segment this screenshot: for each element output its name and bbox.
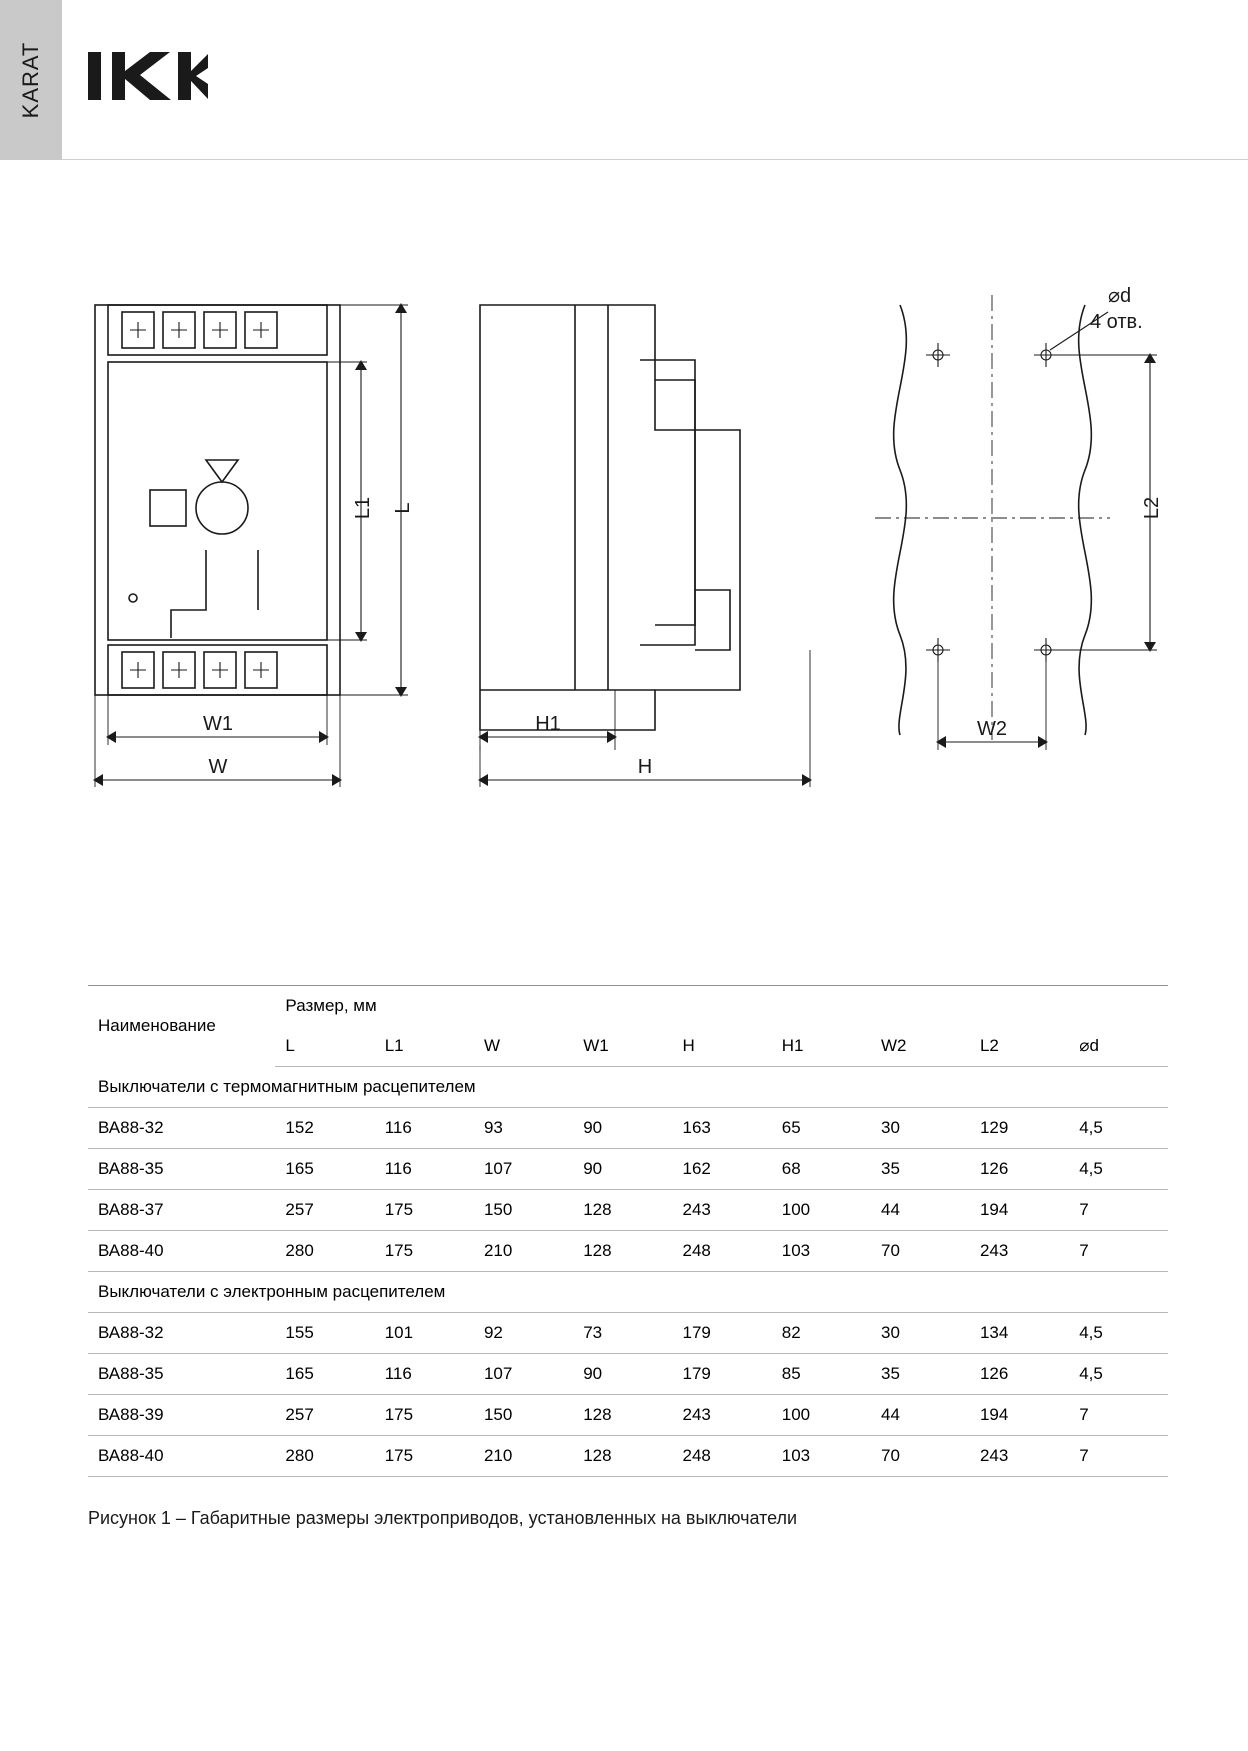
- cell-W: 150: [474, 1190, 573, 1231]
- column-header-L2: L2: [970, 1026, 1069, 1067]
- dim-label-L1: L1: [352, 496, 374, 520]
- cell-L2: 134: [970, 1313, 1069, 1354]
- column-header-L: L: [275, 1026, 374, 1067]
- cell-W1: 73: [573, 1313, 672, 1354]
- dimensions-table: [88, 985, 1168, 1477]
- cell-L1: 175: [375, 1395, 474, 1436]
- cell-L2: 194: [970, 1395, 1069, 1436]
- cell-W1: 128: [573, 1395, 672, 1436]
- row-name: ВА88-35: [88, 1354, 275, 1395]
- row-name: ВА88-32: [88, 1108, 275, 1149]
- table-group-header: [88, 1272, 1168, 1313]
- cell-L: 280: [275, 1436, 374, 1477]
- cell-L: 165: [275, 1149, 374, 1190]
- cell-W: 107: [474, 1354, 573, 1395]
- cell-W2: 30: [871, 1108, 970, 1149]
- header-cell-name: Наименование: [88, 986, 275, 1067]
- row-name: ВА88-37: [88, 1190, 275, 1231]
- cell-H: 179: [672, 1313, 771, 1354]
- column-header-H1: H1: [772, 1026, 871, 1067]
- cell-L2: 194: [970, 1190, 1069, 1231]
- table-row: [88, 1313, 1168, 1354]
- cell-W1: 128: [573, 1436, 672, 1477]
- cell-H: 179: [672, 1354, 771, 1395]
- page-header: [0, 0, 1248, 160]
- cell-W1: 90: [573, 1149, 672, 1190]
- cell-d: 7: [1069, 1436, 1168, 1477]
- dim-label-H: H: [637, 756, 653, 778]
- dim-label-L2: L2: [1141, 496, 1163, 520]
- cell-d: 4,5: [1069, 1149, 1168, 1190]
- cell-L: 155: [275, 1313, 374, 1354]
- cell-W2: 35: [871, 1354, 970, 1395]
- cell-H1: 82: [772, 1313, 871, 1354]
- cell-d: 4,5: [1069, 1313, 1168, 1354]
- group-label-thermomagnetic: Выключатели с термомагнитным расцепителем: [88, 1067, 1168, 1108]
- cell-d: 7: [1069, 1231, 1168, 1272]
- dim-label-H1: H1: [535, 713, 561, 735]
- cell-H1: 103: [772, 1231, 871, 1272]
- cell-L: 257: [275, 1190, 374, 1231]
- dim-label-W: W: [208, 756, 228, 778]
- brand-tab-label: KARAT: [18, 41, 43, 119]
- cell-H1: 100: [772, 1395, 871, 1436]
- cell-L1: 116: [375, 1354, 474, 1395]
- cell-H1: 65: [772, 1108, 871, 1149]
- column-header-W2: W2: [871, 1026, 970, 1067]
- cell-H: 243: [672, 1190, 771, 1231]
- cell-d: 4,5: [1069, 1108, 1168, 1149]
- cell-W: 150: [474, 1395, 573, 1436]
- dim-label-W2: W2: [977, 718, 1007, 740]
- dim-label-holes: 4 отв.: [1090, 311, 1143, 333]
- row-name: ВА88-32: [88, 1313, 275, 1354]
- cell-H1: 68: [772, 1149, 871, 1190]
- cell-L: 152: [275, 1108, 374, 1149]
- table-row: [88, 1395, 1168, 1436]
- cell-H: 162: [672, 1149, 771, 1190]
- cell-L2: 126: [970, 1149, 1069, 1190]
- group-label-electronic: Выключатели с электронным расцепителем: [88, 1272, 1168, 1313]
- cell-L1: 175: [375, 1190, 474, 1231]
- cell-W1: 90: [573, 1108, 672, 1149]
- cell-H1: 103: [772, 1436, 871, 1477]
- dim-label-W1: W1: [203, 713, 233, 735]
- row-name: ВА88-40: [88, 1436, 275, 1477]
- cell-L1: 175: [375, 1436, 474, 1477]
- row-name: ВА88-40: [88, 1231, 275, 1272]
- cell-H: 163: [672, 1108, 771, 1149]
- column-header-H: H: [672, 1026, 771, 1067]
- cell-W2: 70: [871, 1231, 970, 1272]
- cell-W2: 44: [871, 1395, 970, 1436]
- column-header-W1: W1: [573, 1026, 672, 1067]
- cell-H: 243: [672, 1395, 771, 1436]
- cell-H: 248: [672, 1231, 771, 1272]
- header-cell-size: Размер, мм: [275, 986, 1168, 1027]
- cell-L: 280: [275, 1231, 374, 1272]
- cell-L: 165: [275, 1354, 374, 1395]
- iek-logo: [88, 48, 208, 104]
- cell-H1: 100: [772, 1190, 871, 1231]
- cell-W: 107: [474, 1149, 573, 1190]
- table-group-header: [88, 1067, 1168, 1108]
- table-row: [88, 1149, 1168, 1190]
- cell-W2: 44: [871, 1190, 970, 1231]
- cell-L1: 101: [375, 1313, 474, 1354]
- cell-L1: 116: [375, 1149, 474, 1190]
- cell-L1: 116: [375, 1108, 474, 1149]
- cell-d: 7: [1069, 1395, 1168, 1436]
- cell-W1: 128: [573, 1190, 672, 1231]
- cell-W: 93: [474, 1108, 573, 1149]
- cell-W: 92: [474, 1313, 573, 1354]
- cell-L2: 126: [970, 1354, 1069, 1395]
- cell-H: 248: [672, 1436, 771, 1477]
- cell-W1: 128: [573, 1231, 672, 1272]
- column-header-d: ⌀d: [1069, 1026, 1168, 1067]
- table-row: [88, 1190, 1168, 1231]
- cell-d: 4,5: [1069, 1354, 1168, 1395]
- cell-W2: 70: [871, 1436, 970, 1477]
- cell-L: 257: [275, 1395, 374, 1436]
- cell-W: 210: [474, 1231, 573, 1272]
- column-header-W: W: [474, 1026, 573, 1067]
- brand-tab: [0, 0, 62, 160]
- cell-d: 7: [1069, 1190, 1168, 1231]
- dim-label-diameter: ⌀d: [1108, 285, 1132, 307]
- cell-L2: 243: [970, 1231, 1069, 1272]
- cell-W2: 35: [871, 1149, 970, 1190]
- table-row: [88, 1436, 1168, 1477]
- technical-drawing: [0, 250, 1248, 810]
- dim-label-L: L: [392, 502, 414, 514]
- header-divider: [62, 159, 1248, 160]
- table-row: [88, 1354, 1168, 1395]
- cell-W1: 90: [573, 1354, 672, 1395]
- cell-L1: 175: [375, 1231, 474, 1272]
- table-row: [88, 1231, 1168, 1272]
- row-name: ВА88-35: [88, 1149, 275, 1190]
- table-row: [88, 1108, 1168, 1149]
- cell-L2: 129: [970, 1108, 1069, 1149]
- figure-caption: Рисунок 1 – Габаритные размеры электроприводов, установленных на выключатели: [88, 1508, 798, 1528]
- cell-W2: 30: [871, 1313, 970, 1354]
- cell-W: 210: [474, 1436, 573, 1477]
- column-header-L1: L1: [375, 1026, 474, 1067]
- row-name: ВА88-39: [88, 1395, 275, 1436]
- cell-H1: 85: [772, 1354, 871, 1395]
- cell-L2: 243: [970, 1436, 1069, 1477]
- table-header-row-1: [88, 986, 1168, 1027]
